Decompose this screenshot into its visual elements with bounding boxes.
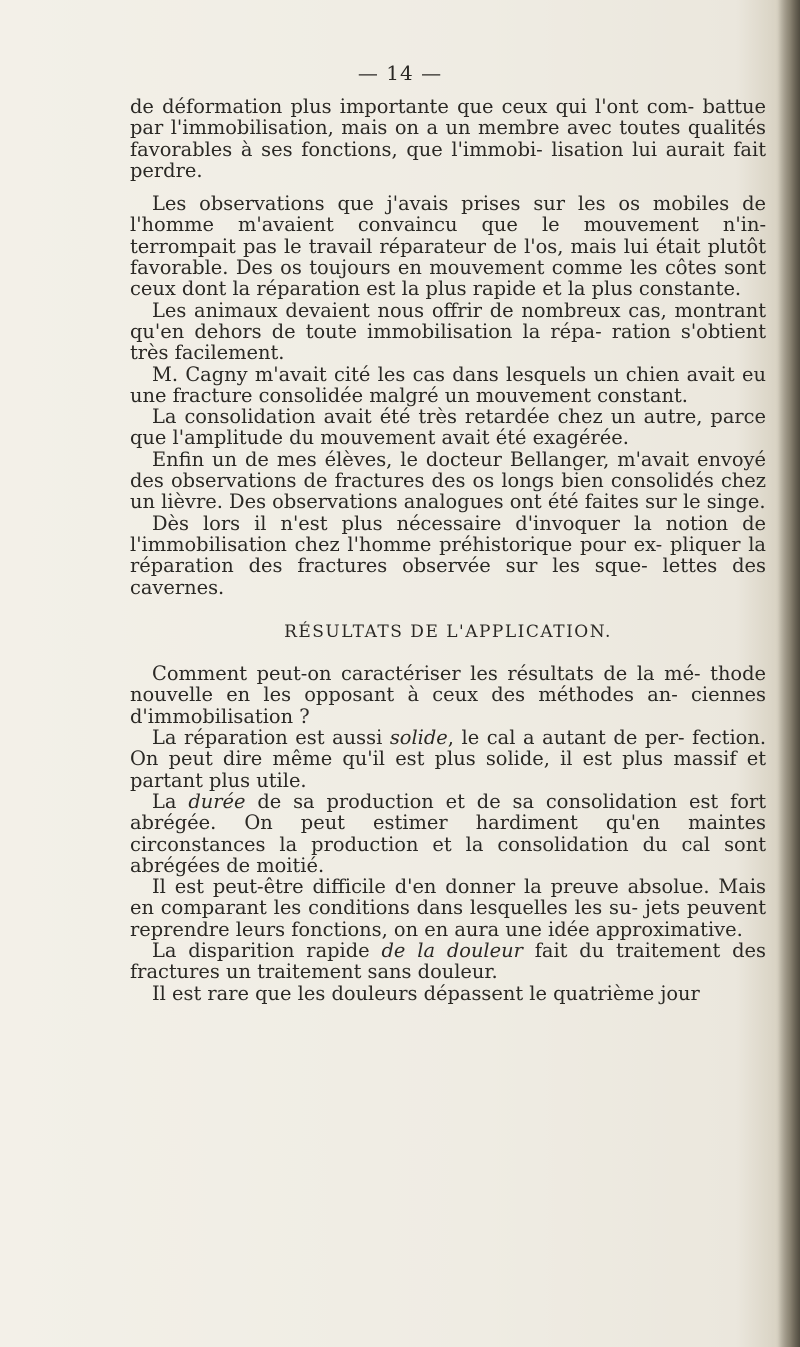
text-run: La disparition rapide — [152, 938, 382, 962]
paragraph: Il est rare que les douleurs dépassent le quatrième jour — [152, 981, 700, 1005]
paragraph — [130, 727, 766, 791]
text-run: fait du traitement des fractures un traitement sans douleur. — [130, 938, 766, 984]
paragraph: Les observations que j'avais prises sur les os mobiles de l'homme m'avaient convaincu que le mouvement n'in- terrompait pas le travail réparateur de l'os, mais lui était plutôt favorable. Des os toujours en mouvement comme les côtes sont ceux dont la réparation est la plus rapide et la plus constante. — [130, 192, 766, 301]
italic-term: solide — [389, 726, 448, 750]
text-run: de sa production et de sa consolidation est fort abrégée. On peut estimer hardiment qu'en maintes circonstances la production et la consolidation du cal sont abrégées de moitié. — [130, 789, 767, 877]
text-run: La réparation est aussi — [152, 726, 390, 750]
paragraph: Enfin un de mes élèves, le docteur Bellanger, m'avait envoyé des observations de fractures des os longs bien consolidés chez un lièvre. Des observations analogues ont été faites sur le singe. — [130, 447, 766, 514]
paragraph — [130, 940, 766, 983]
paragraph: La consolidation avait été très retardée chez un autre, parce que l'amplitude du mouvement avait été exagérée. — [130, 405, 766, 450]
page-number: — 14 — — [357, 61, 443, 85]
paragraph-continuation: de déformation plus importante que ceux qui l'ont com- battue par l'immobilisation, mais on a un membre avec toutes qualités favorables à ses fonctions, que l'immobi- lisation lui aurait fait perdre. — [130, 95, 766, 182]
page-edge-shadow — [778, 0, 800, 1347]
text-run: , le cal a autant de per- fection. On peut dire même qu'il est plus solide, il est plus massif et partant plus utile. — [130, 726, 767, 792]
paragraph: Comment peut-on caractériser les résultats de la mé- thode nouvelle en les opposant à ceux des méthodes an- ciennes d'immobilisation ? — [130, 662, 766, 728]
text-run: La — [152, 789, 189, 813]
body-text — [130, 96, 766, 1004]
italic-term: durée — [188, 789, 246, 813]
paragraph — [130, 791, 766, 876]
paragraph: Les animaux devaient nous offrir de nombreux cas, montrant qu'en dehors de toute immobilisation la répa- ration s'obtient très facilement. — [130, 298, 766, 365]
paragraph: Il est peut-être difficile d'en donner la preuve absolue. Mais en comparant les conditions dans lesquelles les su- jets peuvent reprendre leurs fonctions, on en aura une idée approximative. — [130, 875, 766, 941]
section-heading: RÉSULTATS DE L'APPLICATION. — [284, 621, 612, 642]
paragraph: M. Cagny m'avait cité les cas dans lesquels un chien avait eu une fracture consolidée malgré un mouvement constant. — [130, 362, 766, 407]
italic-term: de la douleur — [381, 938, 523, 962]
paragraph: Dès lors il n'est plus nécessaire d'invoquer la notion de l'immobilisation chez l'homme préhistorique pour ex- pliquer la réparation des fractures observée sur les sque- lettes des cavernes. — [130, 511, 766, 599]
